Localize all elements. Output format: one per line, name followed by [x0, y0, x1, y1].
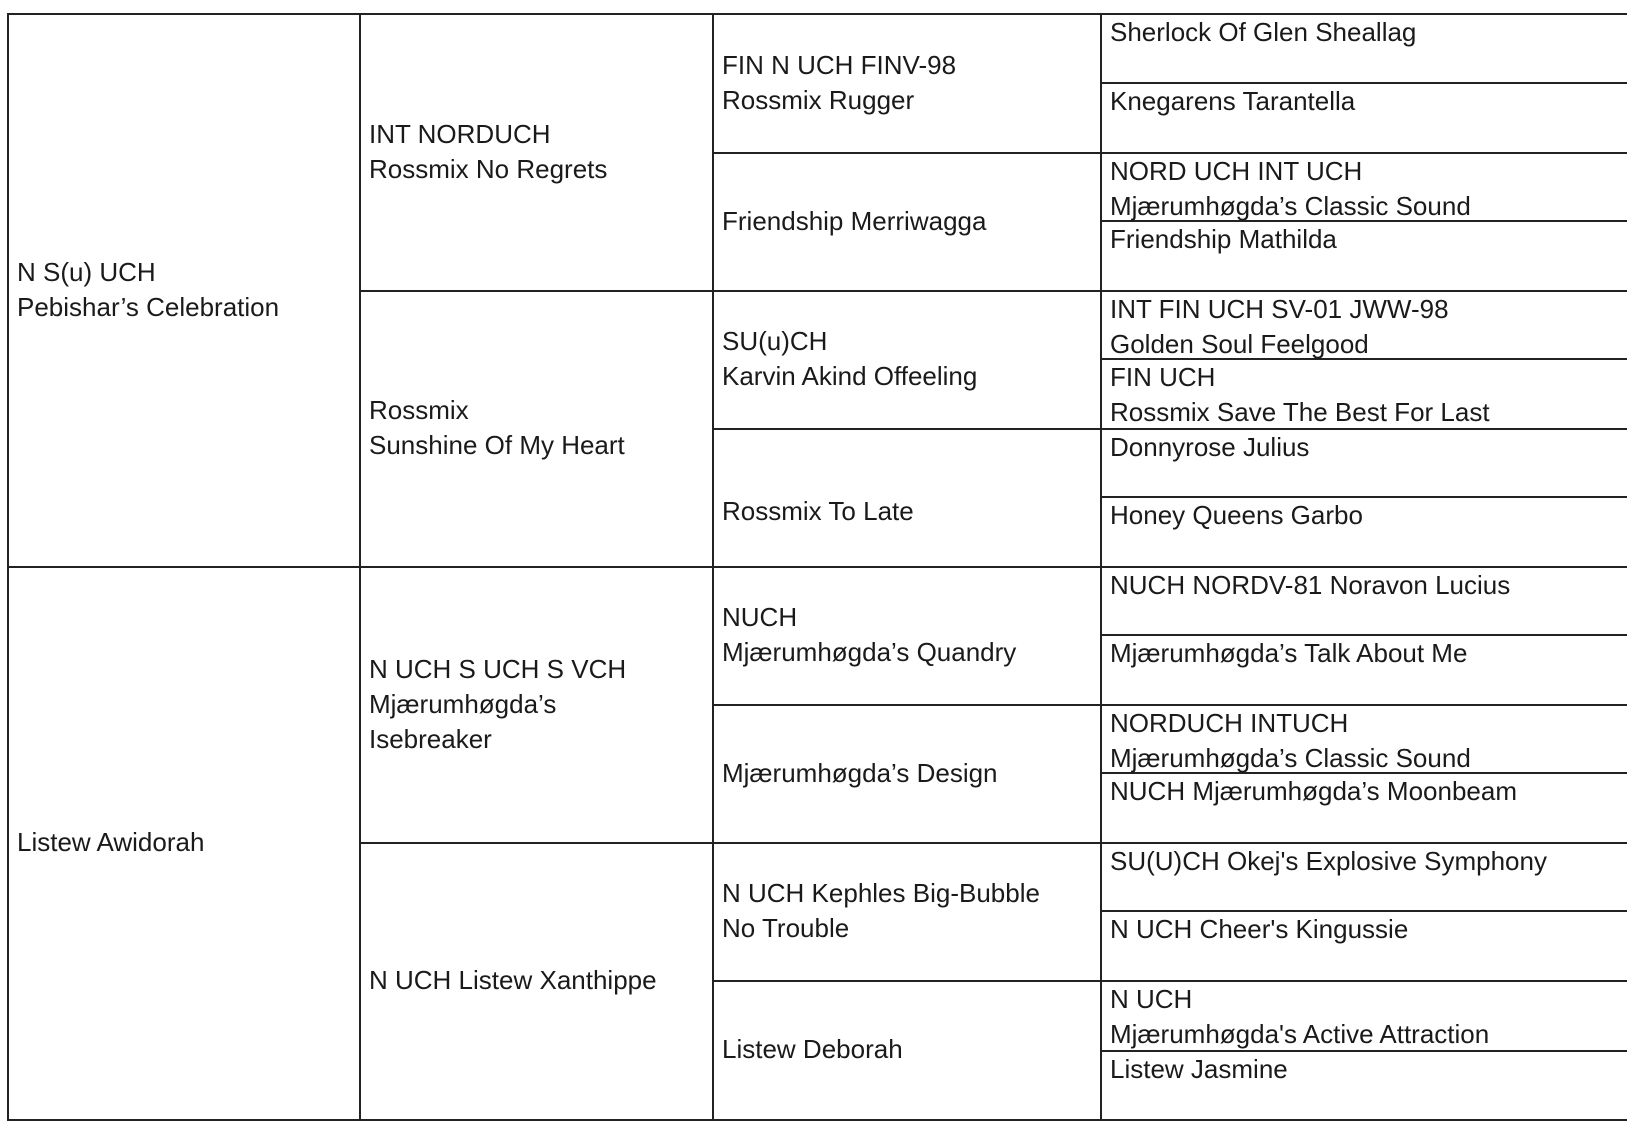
dog-name: Pebishar’s Celebration	[17, 291, 280, 322]
great-grandparent	[712, 290, 1100, 428]
table-bottom-border	[7, 1119, 1627, 1121]
dog-name: Sunshine Of My Heart	[369, 430, 625, 460]
great-great-grandparent	[1100, 152, 1627, 220]
dog-name: Mjærumhøgda's Active Attraction	[1110, 1019, 1490, 1049]
dog-title: N S(u) UCH	[17, 256, 156, 287]
great-great-grandparent	[1100, 772, 1627, 842]
great-great-grandparent	[1100, 82, 1627, 152]
dog-title: N UCH S UCH S VCH	[369, 653, 627, 684]
dog-name: Isebreaker	[369, 723, 492, 754]
great-great-grandparent	[1100, 290, 1627, 358]
dog-name: Rossmix To Late	[722, 495, 914, 526]
dog-name: No Trouble	[722, 913, 850, 943]
parent-sire	[7, 13, 359, 566]
great-grandparent	[712, 842, 1100, 980]
dog-name: SU(U)CH Okej's Explosive Symphony	[1110, 846, 1547, 876]
dog-title: FIN UCH	[1110, 362, 1216, 392]
great-grandparent	[712, 152, 1100, 290]
dog-name: Listew Awidorah	[17, 827, 205, 857]
dog-name: N UCH Cheer's Kingussie	[1110, 914, 1409, 944]
dog-name: Listew Deborah	[722, 1034, 903, 1064]
dog-title: Rossmix	[369, 395, 469, 425]
grandparent	[359, 13, 712, 290]
grandparent	[359, 290, 712, 566]
dog-name: Mjærumhøgda’s	[369, 688, 557, 719]
dog-name: Mjærumhøgda’s Classic Sound	[1110, 743, 1471, 773]
dog-name: Mjærumhøgda’s Classic Sound	[1110, 191, 1471, 221]
dog-name: Karvin Akind Offeeling	[722, 361, 978, 391]
great-grandparent	[712, 980, 1100, 1119]
great-grandparent	[712, 13, 1100, 152]
great-great-grandparent	[1100, 566, 1627, 634]
dog-name: NUCH Mjærumhøgda’s Moonbeam	[1110, 776, 1517, 806]
dog-title: N UCH	[1110, 984, 1193, 1014]
dog-name: Friendship Mathilda	[1110, 224, 1337, 254]
dog-name: Donnyrose Julius	[1110, 432, 1310, 462]
dog-title: SU(u)CH	[722, 326, 828, 356]
great-great-grandparent	[1100, 1050, 1627, 1119]
dog-title: INT FIN UCH SV-01 JWW-98	[1110, 294, 1449, 324]
dog-title: INT NORDUCH	[369, 118, 551, 149]
dog-title: FIN N UCH FINV-98	[722, 49, 957, 80]
dog-title: NUCH	[722, 602, 798, 632]
dog-name: Listew Jasmine	[1110, 1054, 1288, 1084]
dog-title: NORD UCH INT UCH	[1110, 156, 1363, 186]
dog-name: N UCH Listew Xanthippe	[369, 965, 657, 995]
great-grandparent	[712, 428, 1100, 566]
pedigree-table	[7, 13, 1627, 1123]
dog-name: Golden Soul Feelgood	[1110, 329, 1369, 359]
dog-name: Mjærumhøgda’s Talk About Me	[1110, 638, 1468, 668]
dog-title: N UCH Kephles Big-Bubble	[722, 878, 1040, 908]
dog-name: Rossmix Rugger	[722, 84, 915, 115]
great-great-grandparent	[1100, 220, 1627, 290]
grandparent	[359, 566, 712, 842]
dog-name: Mjærumhøgda’s Quandry	[722, 637, 1017, 667]
dog-name: Mjærumhøgda’s Design	[722, 757, 998, 788]
dog-name: Sherlock Of Glen Sheallag	[1110, 17, 1417, 47]
great-great-grandparent	[1100, 428, 1627, 496]
dog-name: Friendship Merriwagga	[722, 205, 987, 236]
great-great-grandparent	[1100, 13, 1627, 82]
great-great-grandparent	[1100, 358, 1627, 428]
dog-name: Rossmix Save The Best For Last	[1110, 397, 1490, 427]
great-great-grandparent	[1100, 634, 1627, 704]
great-great-grandparent	[1100, 704, 1627, 772]
dog-name: Rossmix No Regrets	[369, 153, 608, 184]
parent-dam	[7, 566, 359, 1119]
great-grandparent	[712, 566, 1100, 704]
great-great-grandparent	[1100, 910, 1627, 980]
great-great-grandparent	[1100, 496, 1627, 566]
grandparent	[359, 842, 712, 1119]
great-great-grandparent	[1100, 842, 1627, 910]
great-grandparent	[712, 704, 1100, 842]
dog-name: Honey Queens Garbo	[1110, 500, 1363, 530]
great-great-grandparent	[1100, 980, 1627, 1050]
dog-name: NUCH NORDV-81 Noravon Lucius	[1110, 570, 1511, 600]
dog-title: NORDUCH INTUCH	[1110, 708, 1349, 738]
dog-name: Knegarens Tarantella	[1110, 86, 1356, 116]
